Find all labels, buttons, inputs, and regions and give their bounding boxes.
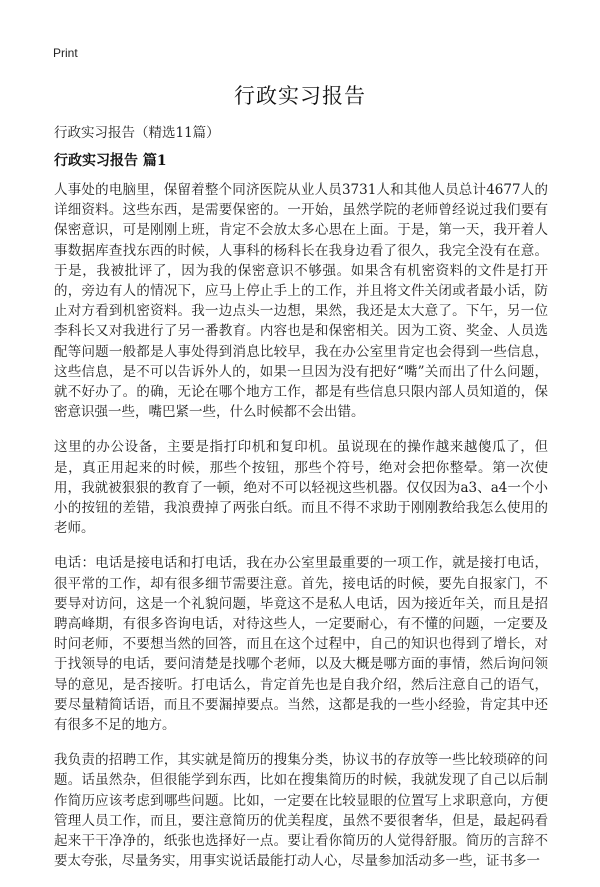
paragraph-confidentiality: 人事处的电脑里，保留着整个同济医院从业人员3731人和其他人员总计4677人的详细资料。这些东西，是需要保密的。一开始，虽然学院的老师曾经说过我们要有保密意识，可是刚刚上班，肯定不会放太多心思在上面。于是，第一天，我开着人事数据库查找东西的时候，人事科的杨科长在我身边看了很久，我完全没有在意。于是，我被批评了，因为我的保密意识不够强。如果含有机密资料的文件是打开的，旁边有人的情况下，应马上停止手上的工作，并且将文件关闭或者最小话，防止对方看到机密资料。我一边点头一边想，果然，我还是太大意了。下午，另一位李科长又对我进行了另一番教育。内容也是和保密相关。因为工资、奖金、人员选配等问题一般都是人事处得到消息比较早，我在办公室里肯定也会得到一些信息，这些信息，是不可以告诉外人的，如果一旦因为没有把好“嘴”关而出了什么问题，就不好办了。的确，无论在哪个地方工作，都是有些信息只限内部人员知道的，保密意识强一些，嘴巴紧一些，什么时候都不会出错。 xyxy=(54,182,548,421)
print-link[interactable]: Print xyxy=(53,46,78,60)
paragraph-recruitment: 我负责的招聘工作，其实就是简历的搜集分类，协议书的存放等一些比较琐碎的问题。话虽然杂，但很能学到东西，比如在搜集简历的时候，我就发现了自己以后制作简历应该考虑到哪些问题。比如，一定要在比较显眼的位置写上求职意向，方便管理人员工作，而且，要注意简历的优美程度，虽然不要很奢华，但是，最起码看起来干干净净的，纸张也选择好一点。要让看你简历的人觉得舒服。简历的言辞不要太夸张，尽量务实，用事实说话最能打动人心，尽量参加活动多一些，证书多一 xyxy=(54,752,548,870)
document-body xyxy=(54,180,548,887)
paragraph-telephone: 电话：电话是接电话和打电话，我在办公室里最重要的一项工作，就是接打电话，很平常的工作，却有很多细节需要注意。首先，接电话的时候，要先自报家门，不要导对访问，这是一个礼貌问题，毕竟这不是私人电话，因为接近年关，而且是招聘高峰期，有很多咨询电话，对待这些人，一定要耐心，有不懂的问题，一定要及时问老师，不要想当然的回答，而且在这个过程中，自己的知识也得到了增长，对于找领导的电话，要问清楚是找哪个老师，以及大概是哪方面的事情，然后询问领导的意见，是否接听。打电话么，肯定首先也是自我介绍，然后注意自己的语气，要尽量精简话语，而且不要漏掉要点。当然，这都是我的一些小经验，肯定其中还有很多不足的地方。 xyxy=(54,555,548,734)
section-heading: 行政实习报告 篇1 xyxy=(54,153,167,169)
document-subtitle: 行政实习报告（精选11篇） xyxy=(54,125,220,141)
page-title: 行政实习报告 xyxy=(234,84,366,108)
paragraph-office-equipment: 这里的办公设备，主要是指打印机和复印机。虽说现在的操作越来越傻瓜了，但是，真正用起来的时候，那些个按钮，那些个符号，绝对会把你整晕。第一次使用，我就被狠狠的教育了一顿，绝对不可以轻视这些机器。仅仅因为a3、a4一个小小的按钮的差错，我浪费掉了两张白纸。而且不得不求助于刚刚教给我怎么使用的老师。 xyxy=(54,439,548,537)
